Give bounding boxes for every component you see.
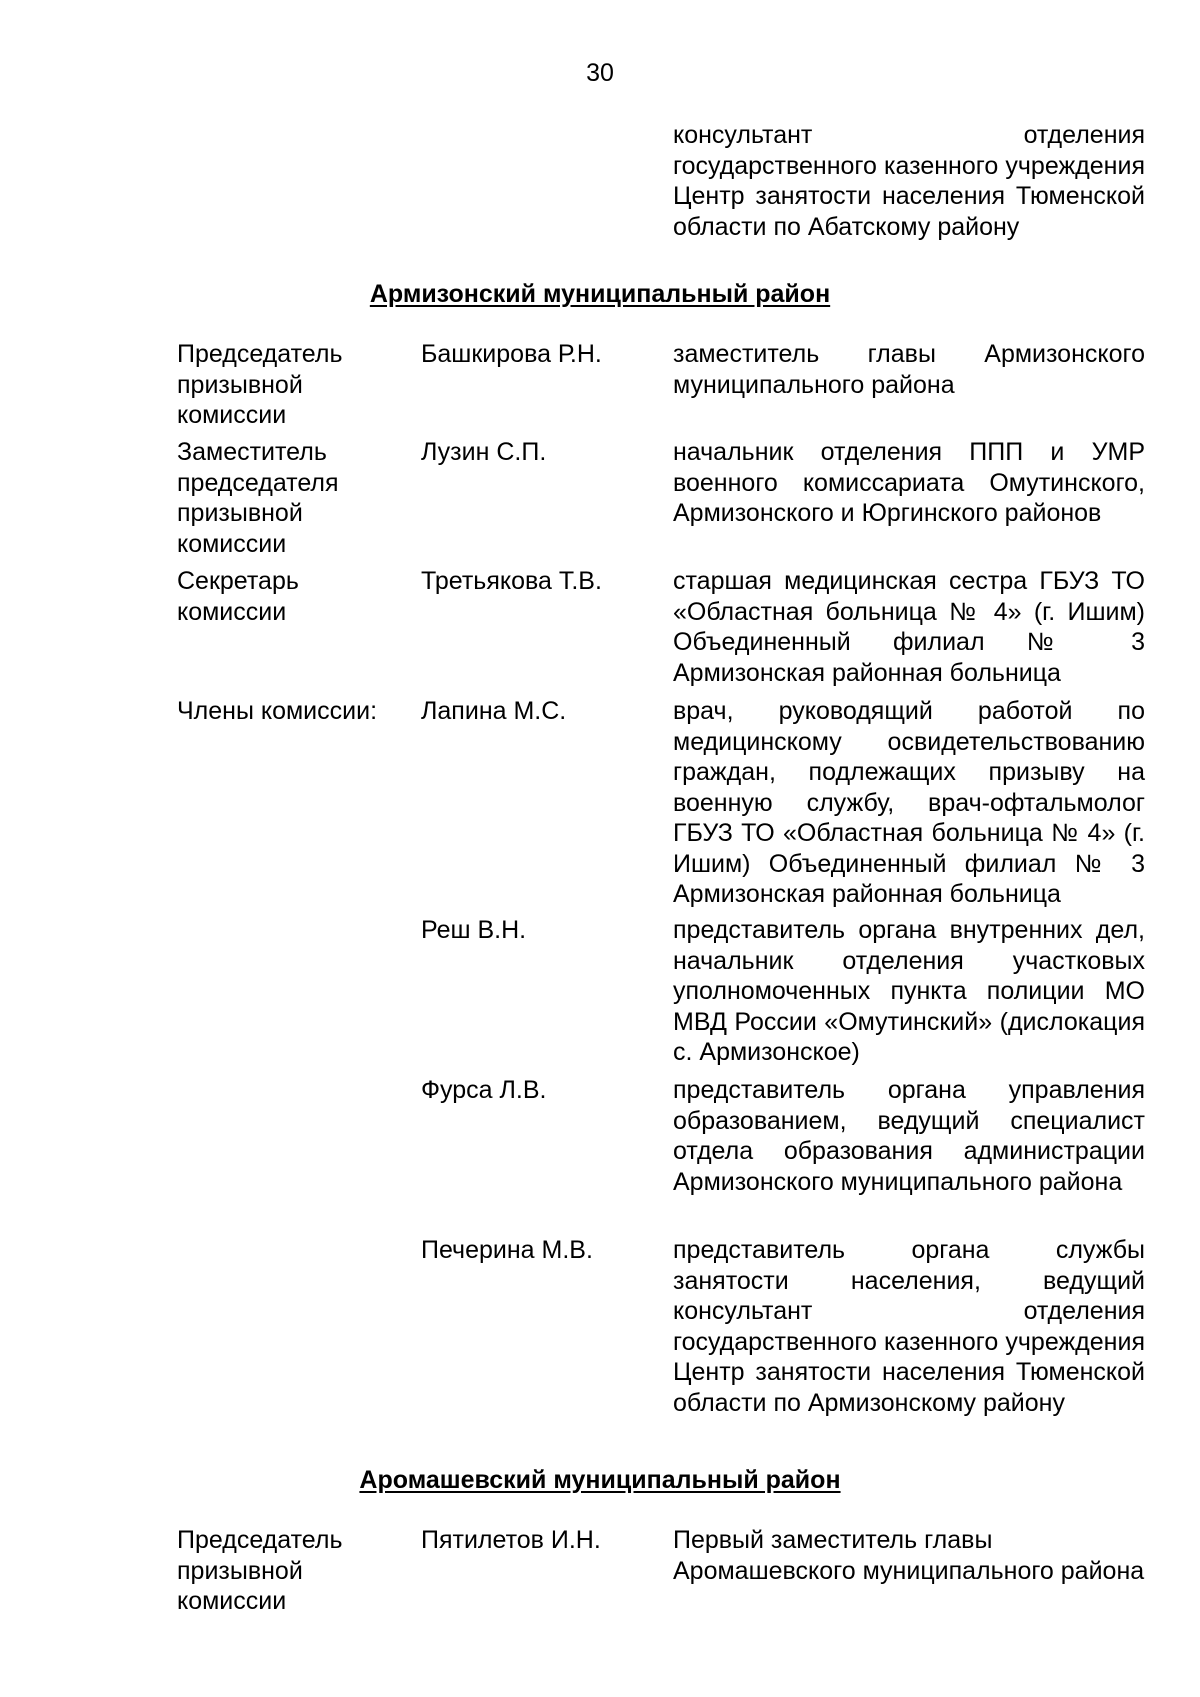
person-position: представитель органа внутренних дел, начальник отделения участковых уполномоченных пункта полиции МО МВД России «Омутинский» (дислокация с. Армизонское) [673,916,1145,1066]
person-name: Пятилетов И.Н. [421,1526,601,1554]
person-position: представитель органа управления образованием, ведущий специалист отдела образования администрации Армизонского муниципального района [673,1076,1145,1196]
person-name: Третьякова Т.В. [421,567,602,595]
person-position: врач, руководящий работой по медицинскому освидетельствованию граждан, подлежащих призыву на военную службу, врач-офтальмолог ГБУЗ ТО «Областная больница № 4» (г. Ишим) Объединенный филиал № 3 Армизонская районная больница [673,697,1145,908]
section-title-armizon: Армизонский муниципальный район [369,280,831,308]
person-position: представитель органа службы занятости населения, ведущий консультант отделения государственного казенного учреждения Центр занятости населения Тюменской области по Армизонскому району [673,1236,1145,1417]
person-position: Первый заместитель главы Аромашевского муниципального района [673,1526,1145,1585]
continuation-text: консультант отделения государственного казенного учреждения Центр занятости населения Тюменской области по Абатскому району [673,121,1145,241]
role-label: Заместитель председателя призывной комиссии [177,438,339,558]
person-position: начальник отделения ППП и УМР военного комиссариата Омутинского, Армизонского и Юргинского районов [673,438,1145,527]
page-number: 30 [586,59,614,87]
person-position: старшая медицинская сестра ГБУЗ ТО «Областная больница № 4» (г. Ишим) Объединенный филиал № 3 Армизонская районная больница [673,567,1145,687]
person-position: заместитель главы Армизонского муниципального района [673,340,1145,399]
person-name: Фурса Л.В. [421,1076,547,1104]
role-label: Члены комиссии: [177,697,378,725]
role-label: Председатель призывной комиссии [177,340,343,429]
person-name: Реш В.Н. [421,916,527,944]
section-title-aromashevo: Аромашевский муниципальный район [359,1466,841,1494]
person-name: Лапина М.С. [421,697,567,725]
person-name: Лузин С.П. [421,438,547,466]
person-name: Башкирова Р.Н. [421,340,602,368]
person-name: Печерина М.В. [421,1236,593,1264]
role-label: Секретарь комиссии [177,567,299,626]
role-label: Председатель призывной комиссии [177,1526,343,1615]
